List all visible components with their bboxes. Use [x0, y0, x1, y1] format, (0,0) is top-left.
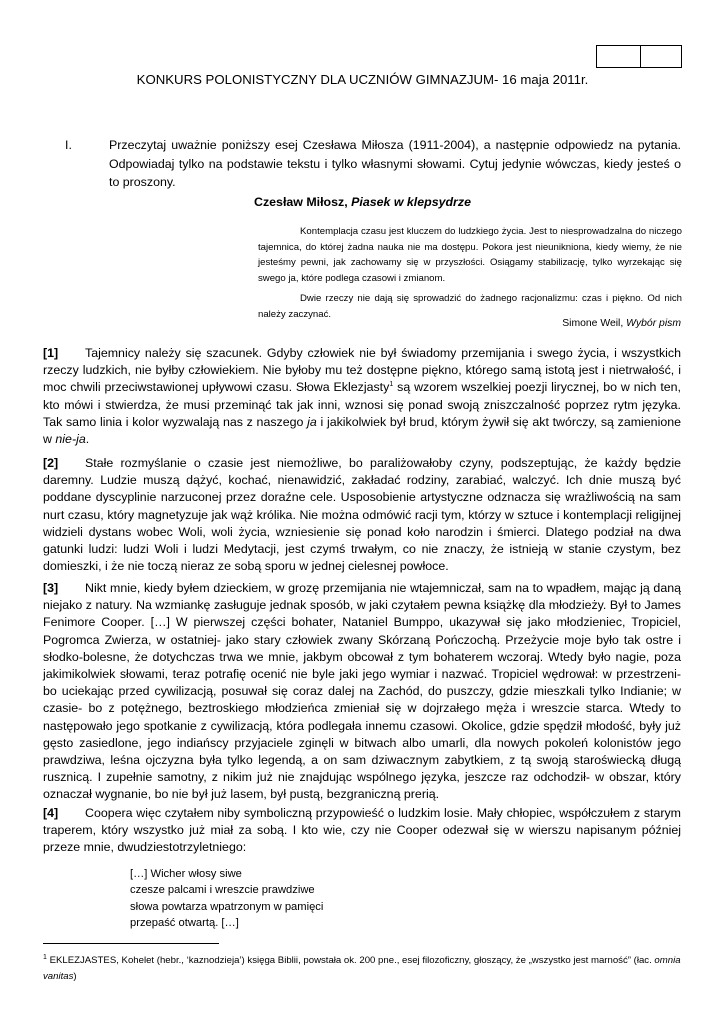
- task-number: I.: [65, 138, 72, 152]
- footnote-text: EKLEZJASTES, Kohelet (hebr., ‘kaznodzieja’) księga Biblii, powstała ok. 200 pne., esej filozoficzny, głoszący, że „wszystko jest marność” (łac.: [46, 955, 655, 966]
- footnote-mark: 1: [43, 953, 47, 961]
- paragraph-number: [2]: [43, 456, 59, 470]
- paragraph-text: Stałe rozmyślanie o czasie jest niemożliwe, bo paraliżowałoby czyny, podszeptując, że każdy będzie daremny. Ludzie muszą dążyć, kochać, nienawidzić, zakładać rodziny, zarabiać, walczyć. Ich dnie muszą być poddane dyscyplinie narzuconej przez doraźne cele. Usposobienie artystyczne odznacza się wrażliwością na sam nurt czasu, który magnetyzuje jak wąż królika. Nie można odmówić racji tym, którzy w sztuce i kontemplacji religijnej widzieli dystans wobec Woli, woli życia, wzniesienie się ponad koło narodzin i śmierci. Dlatego podział na dwa gatunki ludzi: ludzi Woli i ludzi Medytacji, jest czymś trwałym, co nie znaczy, że istnieją w stanie czystym, bez domieszki, i że nie toczą nieraz ze sobą sporu w jednej cielesnej powłoce.: [43, 456, 681, 574]
- paragraph-4: [43, 805, 681, 857]
- poem-line: […] Wicher włosy siwe: [130, 868, 242, 880]
- essay-heading: [0, 195, 725, 209]
- paragraph-number: [1]: [43, 346, 59, 360]
- motto-text-2: Dwie rzeczy nie dają się sprowadzić do żadnego racjonalizmu: czas i piękno. Od nich należy zaczynać.: [258, 293, 682, 320]
- footnote-divider: [43, 943, 219, 944]
- footnote-latin: omnia vanitas: [43, 955, 681, 982]
- paragraph-text: Tajemnicy należy się szacunek. Gdyby człowiek nie był świadomy przemijania i swego życia, i wszystkich rzeczy ludzkich, nie byłby człowiekiem. Nie byłoby mu też dostępne piękno, którego samą istotą jest i nietrwałość, i moc chwili przeciwstawionej upływowi czasu. Słowa Eklezjasty: [43, 346, 681, 395]
- motto-paragraph-1: [258, 224, 682, 286]
- motto-source: [562, 318, 681, 329]
- footnote-ref: 1: [389, 381, 394, 389]
- motto-source-title: Wybór pism: [626, 318, 681, 329]
- page-title: KONKURS POLONISTYCZNY DLA UCZNIÓW GIMNAZJUM- 16 maja 2011r.: [136, 72, 589, 87]
- essay-author: Czesław Miłosz,: [254, 195, 352, 209]
- task-text: Przeczytaj uważnie poniższy esej Czesława Miłosza (1911-2004), a następnie odpowiedz na pytania. Odpowiadaj tylko na podstawie tekstu i tylko własnymi słowami. Cytuj jedynie wówczas, kiedy jesteś o to proszony.: [109, 138, 681, 189]
- task-instruction: [65, 136, 681, 192]
- poem-line: czesze palcami i wreszcie prawdziwe: [130, 884, 315, 897]
- footnote: [43, 953, 681, 984]
- paragraph-2: [43, 455, 681, 575]
- paragraph-1: [43, 345, 681, 448]
- paragraph-3: [43, 580, 681, 804]
- poem-line: słowa powtarza wpatrzonym w pamięci: [130, 900, 324, 913]
- paragraph-number: [4]: [43, 806, 59, 820]
- code-box-cell: [597, 46, 641, 67]
- essay-title: Piasek w klepsydrze: [351, 195, 471, 209]
- footnote-end: ): [73, 970, 77, 982]
- italic-term-ja: ja: [307, 414, 317, 429]
- paragraph-text: Coopera więc czytałem niby symboliczną przypowieść o ludzkim losie. Mały chłopiec, współczułem z starym traperem, który wszystko już miał za sobą. I kto wie, czy nie Cooper odezwał się w wierszu napisanym później przeze mnie, dwudziestotrzyletniego:: [43, 806, 681, 855]
- motto-text-1: Kontemplacja czasu jest kluczem do ludzkiego życia. Jest to niesprowadzalna do niczego tajemnica, do której żadna nauka nie ma dostępu. Pokora jest nieunikniona, kiedy wiemy, że nie jesteśmy pewni, jak zachowamy się w przyszłości. Osiągamy stabilizację, tylko wyrzekając się swego ja, które podlega czasowi i zmianom.: [258, 226, 682, 284]
- paragraph-text: i jakikolwiek był brud, którym żywił się akt twórczy, są zamienione w: [43, 414, 681, 447]
- paragraph-text: są wzorem wszelkiej poezji lirycznej, bo w nich ten, kto mówi i stwierdza, że musi przeminąć tak jak inni, wznosi się ponad swoją zniszczalność poprzez rytm języka. Tak samo linia i kolor wyzwalają nas z naszego: [43, 380, 681, 429]
- poem-line: przepaść otwartą. […]: [130, 917, 239, 930]
- paragraph-number: [3]: [43, 581, 59, 595]
- code-box: [596, 45, 682, 68]
- paragraph-text: .: [85, 432, 90, 447]
- paragraph-text: Nikt mnie, kiedy byłem dzieckiem, w grozę przemijania nie wtajemniczał, sam na to wpadłem, mając ją daną niejako z natury. Na wzmiankę zasługuje jednak sposób, w jaki czytałem pewna książkę dla młodzieży. Był to James Fenimore Cooper. […] W pierwszej części bohater, Nataniel Bumppo, ukazywał się jako młodzieniec, Tropiciel, Pogromca Zwierza, w ostatniej- jako stary człowiek zwany Skórzaną Pończochą. Przeżycie moje było tak ostre i słodko-bolesne, że dotychczas trwa we mnie, jakbym obcował z tym bohaterem wczoraj. Wtedy było nagie, poza jakimikolwiek słowami, teraz potrafię ocenić nie byle jaki jego wymiar i nazwać. Tropiciel wędrował: w przestrzeni- bo uciekając przed cywilizacją, posuwał się coraz dalej na Zachód, do puszczy, gdzie mieszkali tylko Indianie; w czasie- bo z potężnego, beztroskiego młodzieńca zmieniał się w dojrzałego męża i wreszcie starca. Wtedy to następowało jego spotkanie z cywilizacją, która podlegała innemu czasowi. Okolice, gdzie spędził młodość, były już gęsto zasiedlone, jego indiańscy przyjaciele zginęli w bitwach albo umarli, dla nowych pokoleń kolonistów jego prawdziwa, leśna ojczyzna była tylko legendą, a on sam dziwacznym zabytkiem, z tą swoją staroświecką długą rusznicą. I zupełnie samotny, z nikim już nie znajdując wspólnego języka, jeszcze raz odchodził- w obszar, który oznaczał wygnanie, bo nie był już lasem, był pustą, bezgraniczną prerią.: [43, 581, 681, 802]
- poem-quote: [130, 866, 323, 932]
- motto-source-author: Simone Weil,: [562, 318, 627, 329]
- italic-term-nie-ja: nie-ja: [55, 432, 86, 447]
